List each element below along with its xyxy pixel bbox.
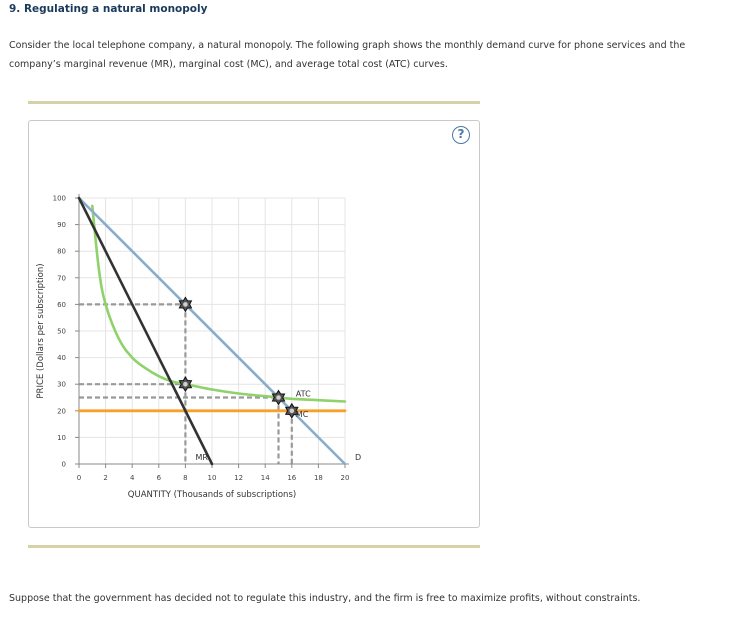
y-tick-label: 90 [57,221,66,230]
x-tick-label: 8 [183,474,188,482]
y-tick-label: 100 [52,194,66,203]
question-title: 9. Regulating a natural monopoly [9,3,208,15]
x-tick-label: 18 [313,474,323,482]
x-tick-label: 20 [340,474,350,482]
y-tick-label: 10 [57,433,66,442]
star-point-center [183,302,188,307]
x-tick-label: 10 [207,474,217,482]
question-outro: Suppose that the government has decided not to regulate this industry, and the firm is free to maximize profits, without constraints. [9,593,641,604]
bottom-divider [28,545,480,548]
y-tick-label: 60 [57,300,66,309]
y-tick-label: 30 [57,380,66,389]
y-tick-label: 80 [57,247,66,256]
star-point-center [183,382,188,387]
x-tick-label: 2 [103,474,108,482]
x-tick-label: 6 [156,474,162,482]
x-tick-label: 16 [287,474,297,482]
series-label-mr: MR [195,453,208,463]
y-tick-label: 20 [57,407,66,416]
x-tick-label: 4 [129,474,135,482]
x-axis-label: QUANTITY (Thousands of subscriptions) [127,490,297,500]
y-tick-label: 50 [57,327,66,336]
x-tick-label: 12 [234,474,244,482]
series-label-d: D [355,453,362,463]
question-intro: Consider the local telephone company, a natural monopoly. The following graph shows the monthly demand curve for phone services and the company’s marginal revenue (MR), marginal cost (MC), and average total cost (ATC) curves. [9,40,686,70]
series-label-mc: MC [295,410,309,420]
series-label-atc: ATC [295,389,311,399]
y-axis-label: PRICE (Dollars per subscription) [36,263,46,399]
y-tick-label: 70 [57,274,66,283]
question-circle-icon[interactable]: ? [452,126,470,144]
labels [36,195,361,501]
y-tick-label: 40 [57,354,66,363]
star-point-center [276,395,281,400]
x-tick-label: 0 [76,474,82,482]
x-tick-label: 14 [260,474,270,482]
star-point-center [290,409,295,414]
y-tick-label: 0 [61,460,66,469]
